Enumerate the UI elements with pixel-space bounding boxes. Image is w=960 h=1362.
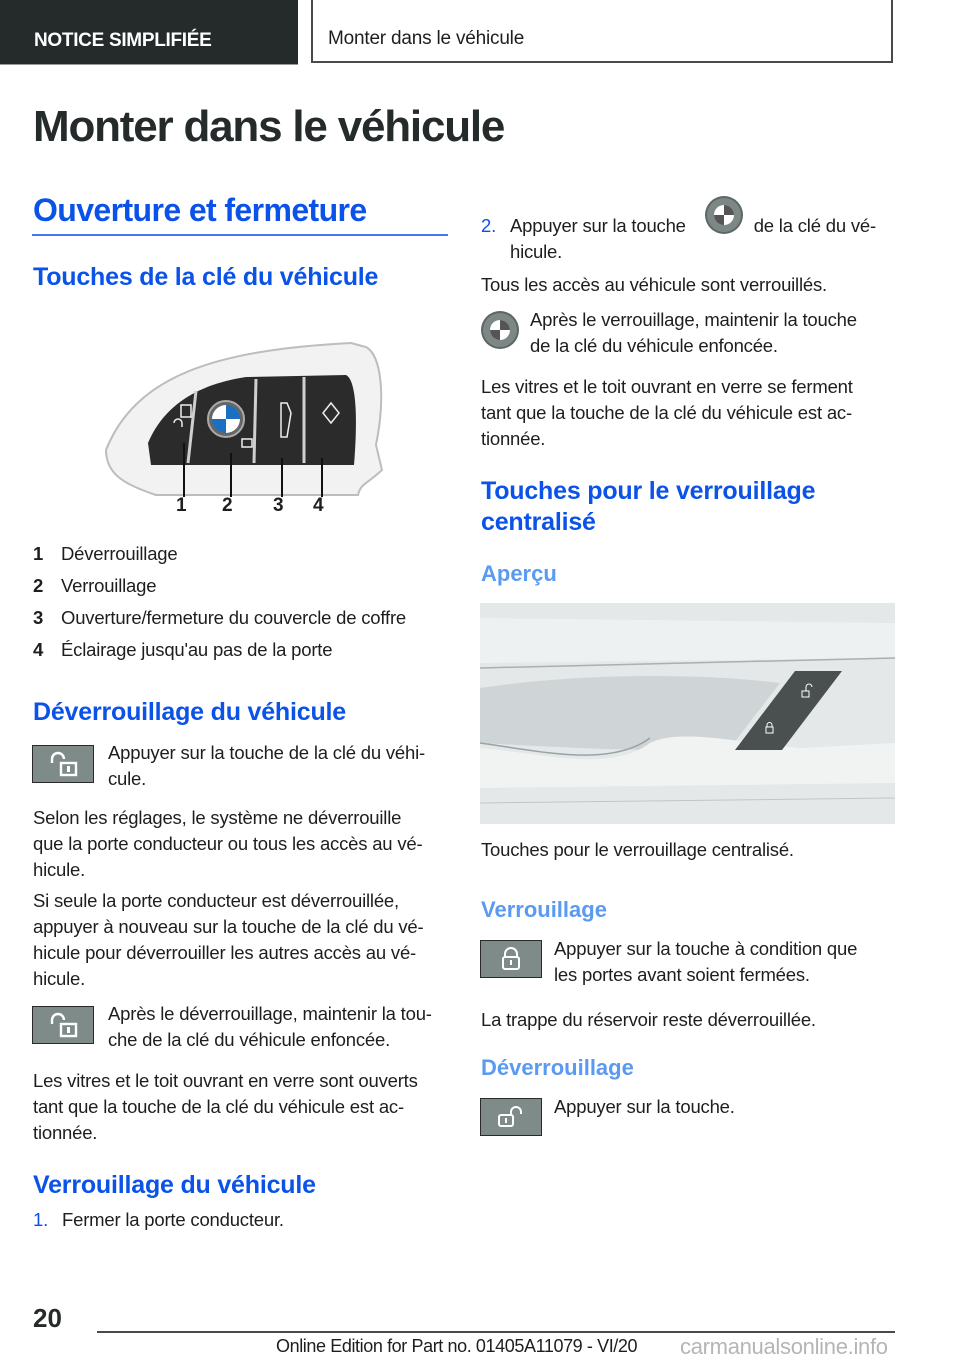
callout-1: 1 — [176, 495, 187, 516]
text-line: hicule. — [33, 859, 86, 880]
text-line: che de la clé du véhicule enfoncée. — [108, 1029, 391, 1050]
step-text: Fermer la porte conducteur. — [62, 1209, 284, 1230]
legend-item — [33, 634, 406, 666]
unlock-icon — [480, 1098, 542, 1136]
text-line: tant que la touche de la clé du véhicule est ac- — [33, 1096, 404, 1117]
lock-hold-instruction — [530, 307, 857, 359]
heading-line: centralisé — [481, 508, 596, 536]
legend-item — [33, 538, 406, 570]
text-fragment: Appuyer sur la touche — [510, 215, 686, 236]
section-divider — [32, 234, 448, 236]
heading-line: Touches pour le verrouillage — [481, 477, 816, 505]
key-fob-figure — [96, 335, 388, 520]
key-figure-callouts — [172, 495, 332, 517]
page-number: 20 — [33, 1303, 62, 1333]
text-line: cule. — [108, 768, 147, 789]
page-title: Monter dans le véhicule — [33, 102, 505, 151]
locking-heading: Verrouillage du véhicule — [33, 1171, 316, 1199]
text-line: Après le déverrouillage, maintenir la tou- — [108, 1003, 432, 1024]
text-fragment: hicule. — [510, 241, 563, 262]
text-line: tionnée. — [481, 428, 546, 449]
unlock-key-icon — [32, 745, 94, 783]
text-line: hicule. — [33, 968, 86, 989]
bmw-logo-icon — [704, 195, 744, 235]
text-line: Appuyer sur la touche à condition que — [554, 938, 858, 959]
central-locking-heading — [481, 476, 815, 538]
unlock-driver-door-paragraph — [33, 888, 423, 992]
windows-open-paragraph — [33, 1068, 418, 1146]
unlock-settings-paragraph — [33, 805, 422, 883]
text-line: tant que la touche de la clé du véhicule est ac- — [481, 402, 852, 423]
unlock-instruction-central: Appuyer sur la touche. — [554, 1096, 735, 1117]
text-line: Si seule la porte conducteur est déverrouillée, — [33, 890, 399, 911]
legend-number: 1 — [33, 543, 44, 564]
locking-step-1 — [33, 1207, 284, 1233]
callout-4: 4 — [313, 495, 324, 516]
lock-icon — [480, 940, 542, 978]
footer-divider — [97, 1331, 895, 1333]
text-line: de la clé du véhicule enfoncée. — [530, 335, 778, 356]
text-line: les portes avant soient fermées. — [554, 964, 810, 985]
step-number: 2. — [481, 215, 497, 236]
chapter-tab — [311, 0, 893, 63]
callout-3: 3 — [273, 495, 284, 516]
legend-text: Déverrouillage — [61, 543, 178, 564]
legend-number: 3 — [33, 607, 44, 628]
lock-instruction — [554, 936, 857, 988]
overview-caption: Touches pour le verrouillage centralisé. — [481, 839, 794, 860]
step-text — [510, 213, 876, 265]
all-locked-text: Tous les accès au véhicule sont verrouillés. — [481, 274, 827, 295]
text-line: tionnée. — [33, 1122, 98, 1143]
text-line: que la porte conducteur ou tous les accès au vé- — [33, 833, 423, 854]
key-buttons-heading: Touches de la clé du véhicule — [33, 263, 379, 291]
legend-text: Ouverture/fermeture du couvercle de coffre — [61, 607, 406, 628]
key-legend — [33, 538, 406, 666]
chapter-tab-label: Monter dans le véhicule — [328, 28, 525, 49]
text-line: Appuyer sur la touche de la clé du véhi- — [108, 742, 425, 763]
unlock-key-icon — [32, 1006, 94, 1044]
text-line: Après le verrouillage, maintenir la touche — [530, 309, 857, 330]
unlock-heading: Déverrouillage — [481, 1055, 634, 1080]
unlocking-heading: Déverrouillage du véhicule — [33, 698, 346, 726]
edition-info: Online Edition for Part no. 01405A11079 - VI/20 — [276, 1336, 638, 1356]
fuel-flap-note: La trappe du réservoir reste déverrouillée. — [481, 1009, 816, 1030]
text-fragment: de la clé du vé- — [753, 215, 876, 236]
text-line: appuyer à nouveau sur la touche de la clé du vé- — [33, 916, 424, 937]
legend-number: 4 — [33, 639, 44, 660]
legend-item — [33, 570, 406, 602]
locking-step-2 — [481, 213, 876, 265]
legend-text: Éclairage jusqu'au pas de la porte — [61, 639, 333, 660]
text-line: Selon les réglages, le système ne déverrouille — [33, 807, 402, 828]
overview-heading: Aperçu — [481, 561, 557, 586]
text-line: hicule pour déverrouiller les autres accès au vé- — [33, 942, 417, 963]
section-heading: Ouverture et fermeture — [33, 192, 367, 228]
door-handle-figure — [480, 603, 895, 824]
text-line: Les vitres et le toit ouvrant en verre se ferment — [481, 376, 853, 397]
bmw-logo-icon — [480, 310, 520, 350]
watermark: carmanualsonline.info — [680, 1334, 888, 1359]
legend-number: 2 — [33, 575, 44, 596]
text-line: Les vitres et le toit ouvrant en verre sont ouverts — [33, 1070, 418, 1091]
unlock-instruction — [108, 740, 425, 792]
legend-text: Verrouillage — [61, 575, 157, 596]
windows-close-paragraph — [481, 374, 853, 452]
callout-2: 2 — [222, 495, 233, 516]
section-tab — [0, 0, 298, 65]
step-number: 1. — [33, 1209, 49, 1230]
unlock-hold-instruction — [108, 1001, 432, 1053]
lock-heading: Verrouillage — [481, 897, 607, 922]
section-tab-label: NOTICE SIMPLIFIÉE — [34, 30, 212, 51]
legend-item — [33, 602, 406, 634]
